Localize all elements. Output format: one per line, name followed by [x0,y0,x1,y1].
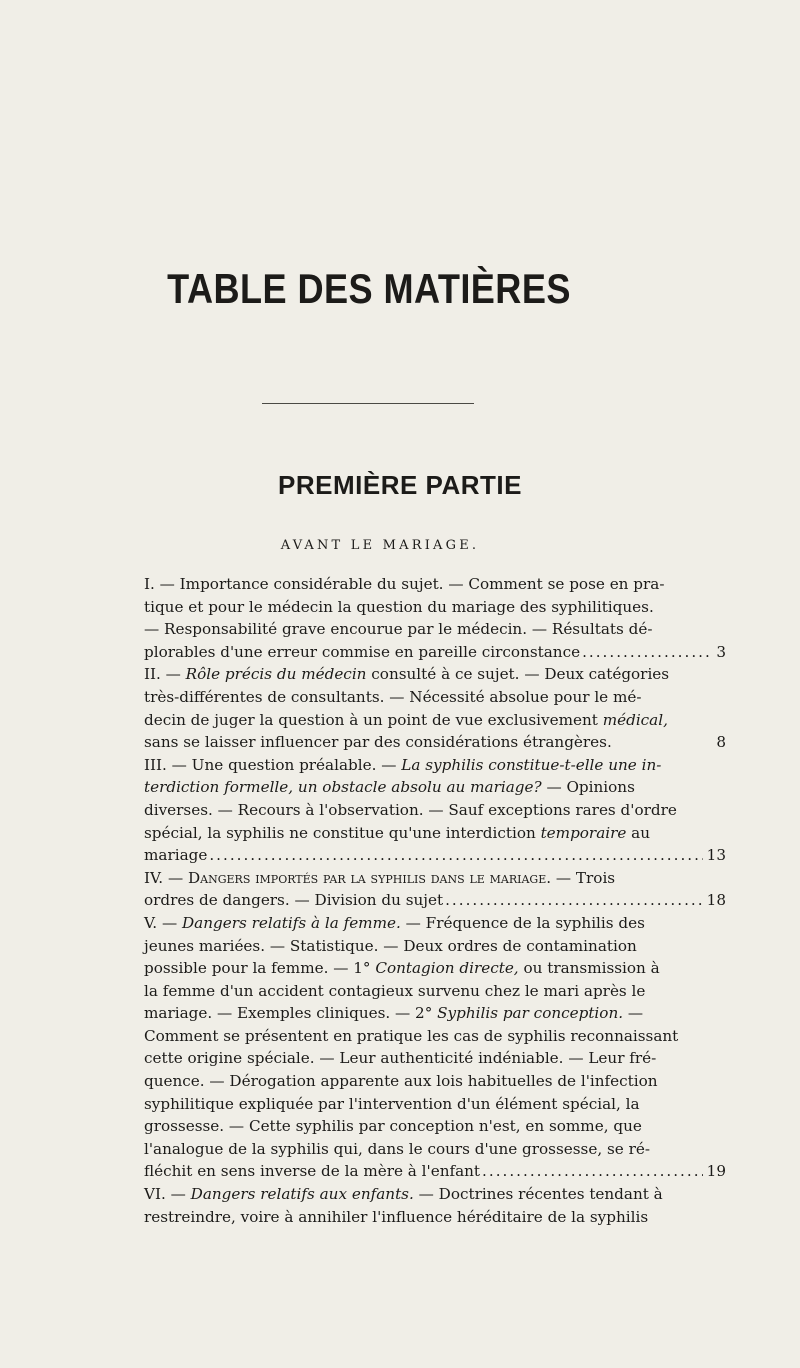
entry-small-caps-text: Dangers importés par la syphilis dans le mariage. [187,868,552,887]
entry-line: la femme d'un accident contagieux survenu chez le mari après le [144,981,646,1000]
entry-line: mariage. — Exemples cliniques. — 2° Syphilis par conception. — [144,1004,644,1023]
entry-text: ordres de dangers. — Division du sujet [144,891,444,910]
part-title: PREMIÈRE PARTIE [278,470,522,500]
entry-numeral: II. [144,665,161,684]
entry-line: V. — Dangers relatifs à la femme. — Fréquence de la syphilis des [144,913,645,932]
page-number: 19 [706,1162,726,1181]
toc-entry-6 [144,1183,726,1228]
entry-numeral: VI. [144,1185,166,1204]
entry-italic-text: Contagion directe, [375,959,519,978]
table-of-contents [144,573,726,1228]
entry-line: syphilitique expliquée par l'intervention d'un élément spécial, la [144,1094,640,1113]
entry-line: spécial, la syphilis ne constitue qu'une interdiction temporaire au [144,823,651,842]
entry-text: sans se laisser influencer par des considérations étrangères. [144,733,612,752]
page-number: 3 [716,642,726,661]
entry-line: cette origine spéciale. — Leur authenticité indéniable. — Leur fré- [144,1049,657,1068]
entry-text: — Importance considérable du sujet. — Comment se pose en pra- [159,575,665,593]
entry-line: II. — Rôle précis du médecin consulté à ce sujet. — Deux catégories [144,665,670,684]
entry-italic-text: médical, [602,710,668,729]
entry-leader-line [144,731,726,754]
entry-leader-line [144,844,726,867]
entry-line: restreindre, voire à annihiler l'influence héréditaire de la syphilis [144,1207,649,1226]
entry-line: tique et pour le médecin la question du mariage des syphilitiques. [144,597,654,616]
page-number: 13 [706,846,726,865]
entry-leader-line [144,1160,726,1183]
toc-entry-1 [144,573,726,663]
entry-line: possible pour la femme. — 1° Contagion directe, ou transmission à [144,959,660,978]
entry-numeral: IV. [144,868,164,887]
dot-leader [582,641,712,664]
entry-text: plorables d'une erreur commise en pareille circonstance [144,642,581,661]
toc-entry-4 [144,867,726,912]
entry-italic-text: Dangers relatifs aux enfants. [190,1185,414,1204]
dot-leader [209,844,702,867]
page-number: 8 [716,733,726,752]
entry-italic-text: temporaire [540,823,627,842]
entry-line: decin de juger la question à un point de vue exclusivement médical, [144,710,668,729]
entry-line: III. — Une question préalable. — La syphilis constitue-t-elle une in- [144,755,662,774]
entry-italic-text: terdiction formelle, un obstacle absolu au mariage? [144,778,542,797]
entry-line: Comment se présentent en pratique les cas de syphilis reconnaissant [144,1026,679,1045]
entry-leader-line [144,889,726,912]
section-title: AVANT LE MARIAGE. [280,538,480,553]
entry-text: consulté à ce sujet. — Deux catégories [366,665,670,684]
table-of-contents-title: TABLE DES MATIÈRES [167,265,571,312]
entry-text: mariage [144,846,208,865]
toc-entry-3 [144,754,726,867]
entry-line: — Responsabilité grave encourue par le médecin. — Résultats dé- [144,620,653,639]
entry-italic-text: Rôle précis du médecin [185,665,367,684]
entry-italic-text: La syphilis constitue-t-elle une in- [401,755,662,774]
entry-line: très-différentes de consultants. — Nécessité absolue pour le mé- [144,687,642,706]
entry-numeral: I. [144,575,155,593]
entry-numeral: V. [144,913,158,932]
entry-line: VI. — Dangers relatifs aux enfants. — Doctrines récentes tendant à [144,1185,663,1204]
entry-line: IV. — Dangers importés par la syphilis dans le mariage. — Trois [144,868,616,887]
toc-entry-2 [144,663,726,753]
entry-line: quence. — Dérogation apparente aux lois habituelles de l'infection [144,1072,658,1091]
entry-line: l'analogue de la syphilis qui, dans le cours d'une grossesse, se ré- [144,1139,650,1158]
page-number: 18 [706,891,726,910]
entry-line: grossesse. — Cette syphilis par conception n'est, en somme, que [144,1117,642,1136]
entry-line: terdiction formelle, un obstacle absolu au mariage? — Opinions [144,778,635,797]
entry-text: fléchit en sens inverse de la mère à l'enfant [144,1162,481,1181]
dot-leader [482,1160,703,1183]
dot-leader [445,889,703,912]
entry-line [144,573,726,596]
entry-italic-text: Syphilis par conception. [437,1004,624,1023]
entry-line: jeunes mariées. — Statistique. — Deux ordres de contamination [144,936,637,955]
entry-line: diverses. — Recours à l'observation. — Sauf exceptions rares d'ordre [144,800,677,819]
entry-numeral: III. [144,755,167,774]
entry-leader-line [144,641,726,664]
toc-entry-5 [144,912,726,1183]
horizontal-rule [262,403,474,404]
entry-italic-text: Dangers relatifs à la femme. [181,913,401,932]
